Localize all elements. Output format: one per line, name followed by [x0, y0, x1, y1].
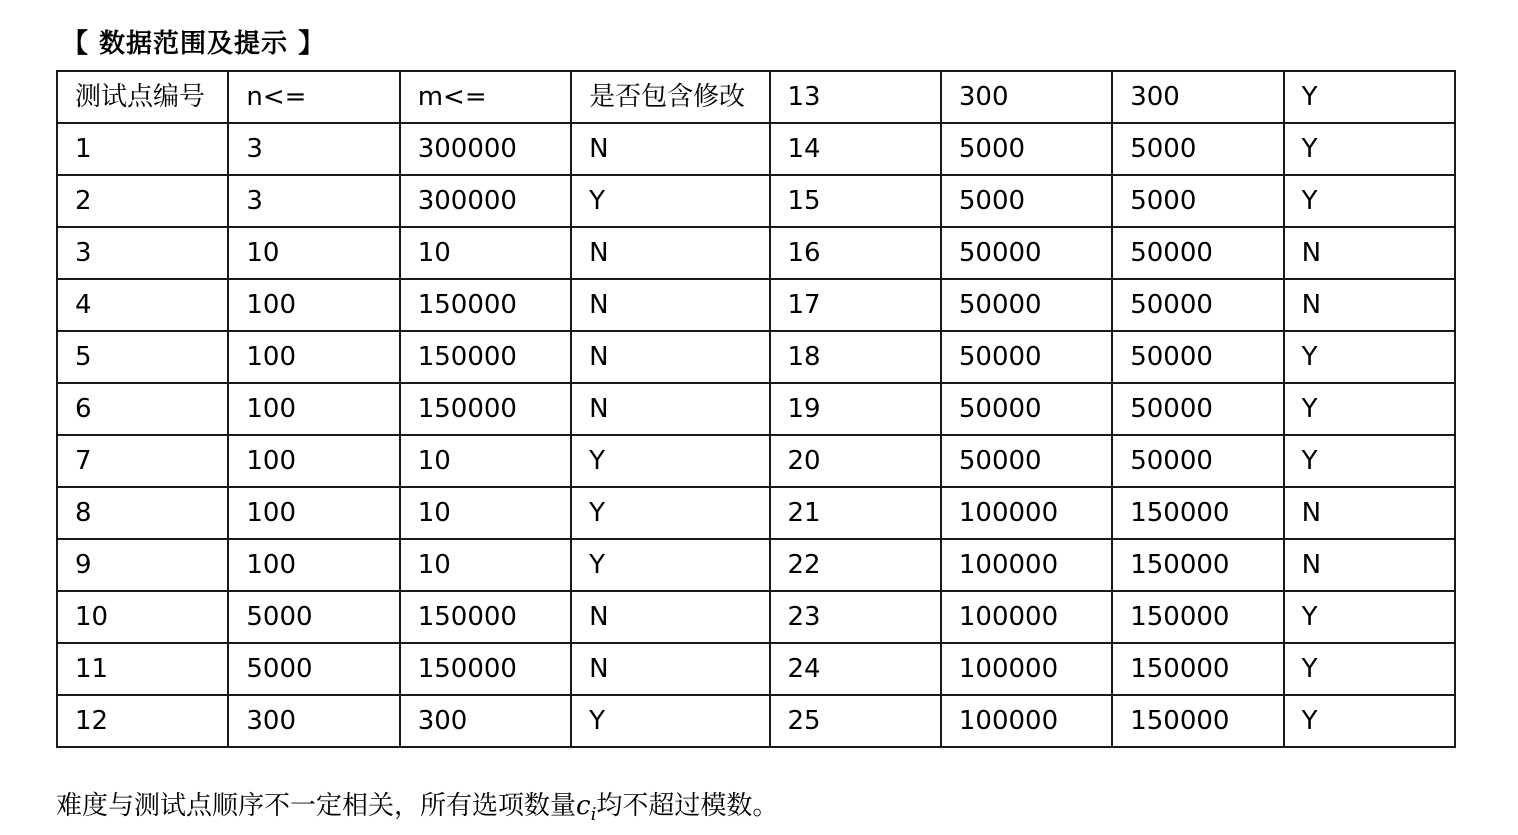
- table-cell: N: [1284, 487, 1455, 539]
- table-cell: N: [571, 383, 769, 435]
- footnote: [56, 786, 778, 835]
- table-cell: 100000: [941, 539, 1112, 591]
- table-cell: 100: [228, 279, 399, 331]
- table-cell: 1: [57, 123, 228, 175]
- table-cell: N: [1284, 539, 1455, 591]
- table-cell: 50000: [1112, 227, 1283, 279]
- table-cell: 50000: [941, 435, 1112, 487]
- table-cell: N: [571, 227, 769, 279]
- table-cell: 2: [57, 175, 228, 227]
- table-cell: N: [571, 643, 769, 695]
- table-row: [57, 643, 1455, 695]
- table-cell: N: [571, 331, 769, 383]
- table-cell: Y: [1284, 175, 1455, 227]
- table-cell: 19: [770, 383, 941, 435]
- table-cell: 10: [400, 435, 571, 487]
- table-cell: 测试点编号: [57, 71, 228, 123]
- table-cell: 5000: [228, 591, 399, 643]
- table-cell: 25: [770, 695, 941, 747]
- table-cell: 11: [57, 643, 228, 695]
- table-cell: Y: [1284, 383, 1455, 435]
- table-cell: 50000: [1112, 331, 1283, 383]
- table-cell: Y: [1284, 591, 1455, 643]
- table-cell: N: [1284, 227, 1455, 279]
- table-cell: 22: [770, 539, 941, 591]
- table-cell: 5000: [1112, 175, 1283, 227]
- table-header-row: [57, 71, 1455, 123]
- table-cell: 150000: [400, 383, 571, 435]
- table-row: [57, 331, 1455, 383]
- table-row: [57, 487, 1455, 539]
- table-cell: Y: [1284, 695, 1455, 747]
- table-cell: 50000: [1112, 435, 1283, 487]
- table-cell: N: [571, 591, 769, 643]
- table-cell: Y: [571, 435, 769, 487]
- table-cell: 300: [400, 695, 571, 747]
- table-cell: 100: [228, 539, 399, 591]
- var-c-subscript: i: [590, 804, 597, 825]
- table-cell: 5: [57, 331, 228, 383]
- table-cell: 300: [941, 71, 1112, 123]
- table-cell: 150000: [400, 331, 571, 383]
- table-cell: 13: [770, 71, 941, 123]
- table-cell: Y: [1284, 71, 1455, 123]
- table-cell: 300: [1112, 71, 1283, 123]
- table-cell: 23: [770, 591, 941, 643]
- table-cell: 7: [57, 435, 228, 487]
- section-title: 【 数据范围及提示 】: [62, 29, 326, 59]
- table-cell: 300000: [400, 123, 571, 175]
- table-cell: Y: [571, 175, 769, 227]
- table-cell: 10: [228, 227, 399, 279]
- table-cell: Y: [1284, 643, 1455, 695]
- table-cell: 150000: [400, 279, 571, 331]
- table-cell: 5000: [228, 643, 399, 695]
- table-row: [57, 591, 1455, 643]
- table-cell: 24: [770, 643, 941, 695]
- table-cell: 150000: [1112, 591, 1283, 643]
- table-row: [57, 539, 1455, 591]
- table-row: [57, 227, 1455, 279]
- table-cell: 100000: [941, 591, 1112, 643]
- table-cell: 150000: [1112, 539, 1283, 591]
- table-cell: 150000: [1112, 487, 1283, 539]
- table-cell: 4: [57, 279, 228, 331]
- table-cell: 100000: [941, 487, 1112, 539]
- table-cell: 8: [57, 487, 228, 539]
- table-cell: 3: [57, 227, 228, 279]
- table-row: [57, 123, 1455, 175]
- var-c-symbol: c: [576, 791, 591, 821]
- table-cell: 18: [770, 331, 941, 383]
- table-cell: 16: [770, 227, 941, 279]
- table-cell: 20: [770, 435, 941, 487]
- table-row: [57, 695, 1455, 747]
- table-cell: 是否包含修改: [571, 71, 769, 123]
- table-cell: 100: [228, 383, 399, 435]
- table-cell: 150000: [400, 591, 571, 643]
- table-cell: 3: [228, 175, 399, 227]
- table-cell: m<=: [400, 71, 571, 123]
- table-cell: Y: [1284, 331, 1455, 383]
- table-cell: N: [571, 123, 769, 175]
- table-cell: N: [1284, 279, 1455, 331]
- table-cell: 10: [400, 487, 571, 539]
- table-cell: 5000: [941, 123, 1112, 175]
- table-cell: 6: [57, 383, 228, 435]
- table-cell: 50000: [941, 383, 1112, 435]
- table-cell: 100: [228, 487, 399, 539]
- data-range-table: [56, 70, 1456, 748]
- table-cell: 50000: [941, 331, 1112, 383]
- table-cell: 15: [770, 175, 941, 227]
- table-cell: 150000: [400, 643, 571, 695]
- table-cell: 100000: [941, 643, 1112, 695]
- table-cell: n<=: [228, 71, 399, 123]
- table-cell: 10: [57, 591, 228, 643]
- table-cell: 150000: [1112, 695, 1283, 747]
- table-cell: 14: [770, 123, 941, 175]
- table-cell: 12: [57, 695, 228, 747]
- table-body: [57, 71, 1455, 747]
- table-cell: 50000: [1112, 279, 1283, 331]
- table-cell: 50000: [941, 227, 1112, 279]
- table-cell: 300: [228, 695, 399, 747]
- table-cell: N: [571, 279, 769, 331]
- table-cell: 300000: [400, 175, 571, 227]
- table-cell: 150000: [1112, 643, 1283, 695]
- table-cell: 10: [400, 227, 571, 279]
- table-cell: 100000: [941, 695, 1112, 747]
- table-cell: 5000: [1112, 123, 1283, 175]
- footnote-text-after: 均不超过模数。: [596, 791, 779, 821]
- table-cell: Y: [571, 487, 769, 539]
- table-row: [57, 435, 1455, 487]
- table-cell: 100: [228, 331, 399, 383]
- table-cell: 10: [400, 539, 571, 591]
- table-cell: Y: [1284, 435, 1455, 487]
- footnote-text-before: 难度与测试点顺序不一定相关，所有选项数量: [56, 791, 577, 821]
- table-row: [57, 279, 1455, 331]
- table-cell: Y: [1284, 123, 1455, 175]
- table-row: [57, 175, 1455, 227]
- table-cell: 17: [770, 279, 941, 331]
- table-cell: 100: [228, 435, 399, 487]
- table-cell: 9: [57, 539, 228, 591]
- table-cell: 3: [228, 123, 399, 175]
- table-cell: 50000: [941, 279, 1112, 331]
- table-cell: 5000: [941, 175, 1112, 227]
- table-cell: Y: [571, 695, 769, 747]
- table-cell: Y: [571, 539, 769, 591]
- table-cell: 21: [770, 487, 941, 539]
- table-row: [57, 383, 1455, 435]
- table-cell: 50000: [1112, 383, 1283, 435]
